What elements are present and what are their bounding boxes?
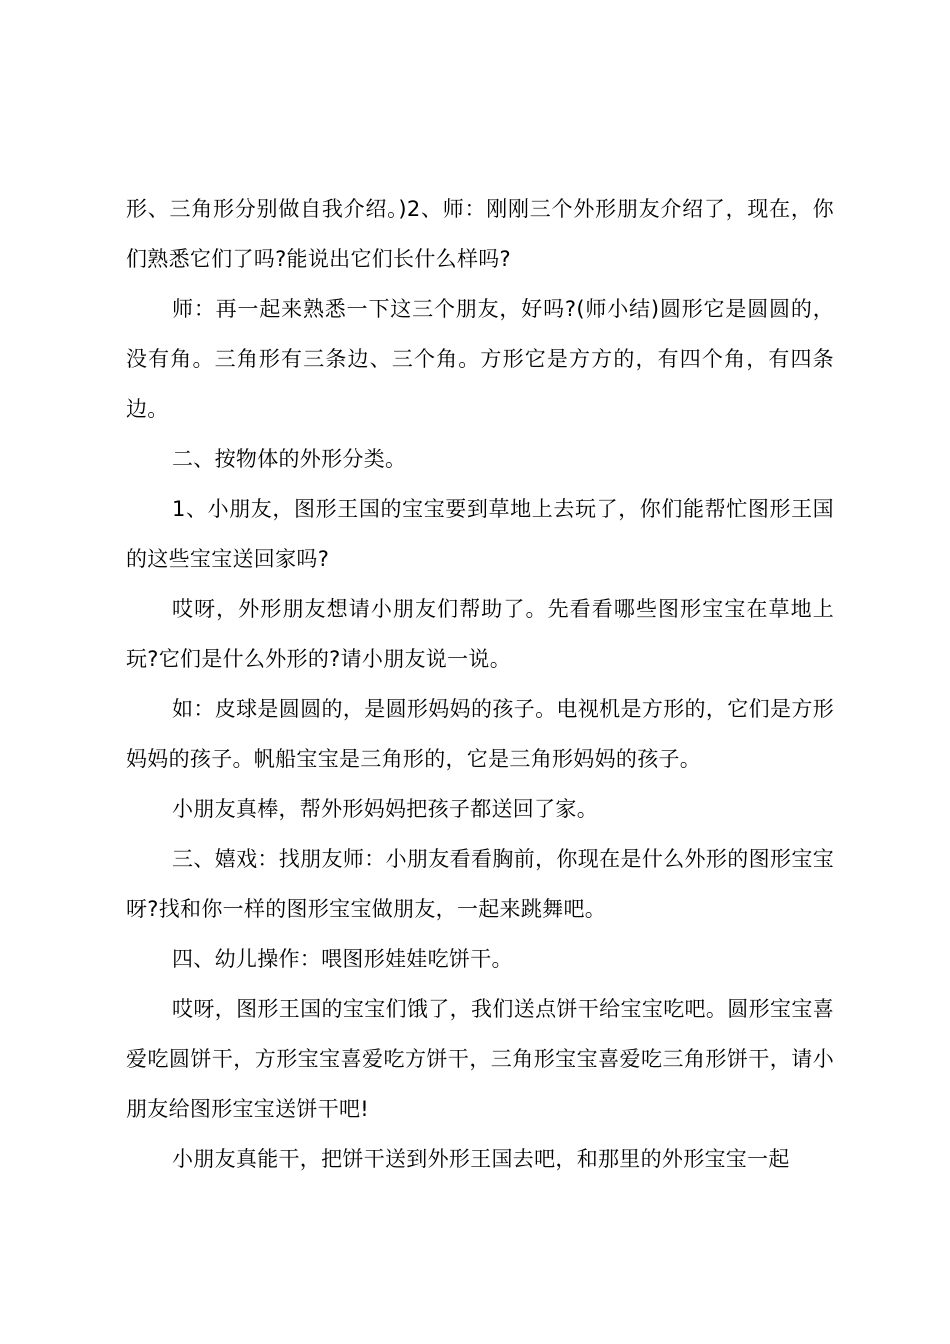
paragraph-3-section-heading: 二、按物体的外形分类。	[172, 447, 407, 471]
paragraph-9-section-heading: 四、幼儿操作：喂图形娃娃吃饼干。	[172, 947, 513, 971]
paragraph-10: 哎呀，图形王国的宝宝们饿了，我们送点饼干给宝宝吃吧。圆形宝宝喜爱吃圆饼干，方形宝宝喜爱吃方饼干，三角形宝宝喜爱吃三角形饼干，请小朋友给图形宝宝送饼干吧!	[126, 997, 834, 1121]
paragraph-5: 哎呀，外形朋友想请小朋友们帮助了。先看看哪些图形宝宝在草地上玩?它们是什么外形的?请小朋友说一说。	[126, 597, 834, 671]
paragraph-1: 形、三角形分别做自我介绍。)2、师：刚刚三个外形朋友介绍了，现在，你们熟悉它们了吗?能说出它们长什么样吗?	[126, 197, 834, 271]
paragraph-2: 师：再一起来熟悉一下这三个朋友，好吗?(师小结)圆形它是圆圆的，没有角。三角形有三条边、三个角。方形它是方方的，有四个角，有四条边。	[126, 297, 834, 421]
paragraph-8: 三、嬉戏：找朋友师：小朋友看看胸前，你现在是什么外形的图形宝宝呀?找和你一样的图形宝宝做朋友，一起来跳舞吧。	[126, 847, 834, 921]
paragraph-4: 1、小朋友，图形王国的宝宝要到草地上去玩了，你们能帮忙图形王国的这些宝宝送回家吗?	[126, 497, 834, 571]
paragraph-6: 如：皮球是圆圆的，是圆形妈妈的孩子。电视机是方形的，它们是方形妈妈的孩子。帆船宝宝是三角形的，它是三角形妈妈的孩子。	[126, 697, 834, 771]
paragraph-7: 小朋友真棒，帮外形妈妈把孩子都送回了家。	[172, 797, 598, 821]
paragraph-11: 小朋友真能干，把饼干送到外形王国去吧，和那里的外形宝宝一起	[172, 1147, 790, 1171]
document-body	[126, 184, 834, 1184]
